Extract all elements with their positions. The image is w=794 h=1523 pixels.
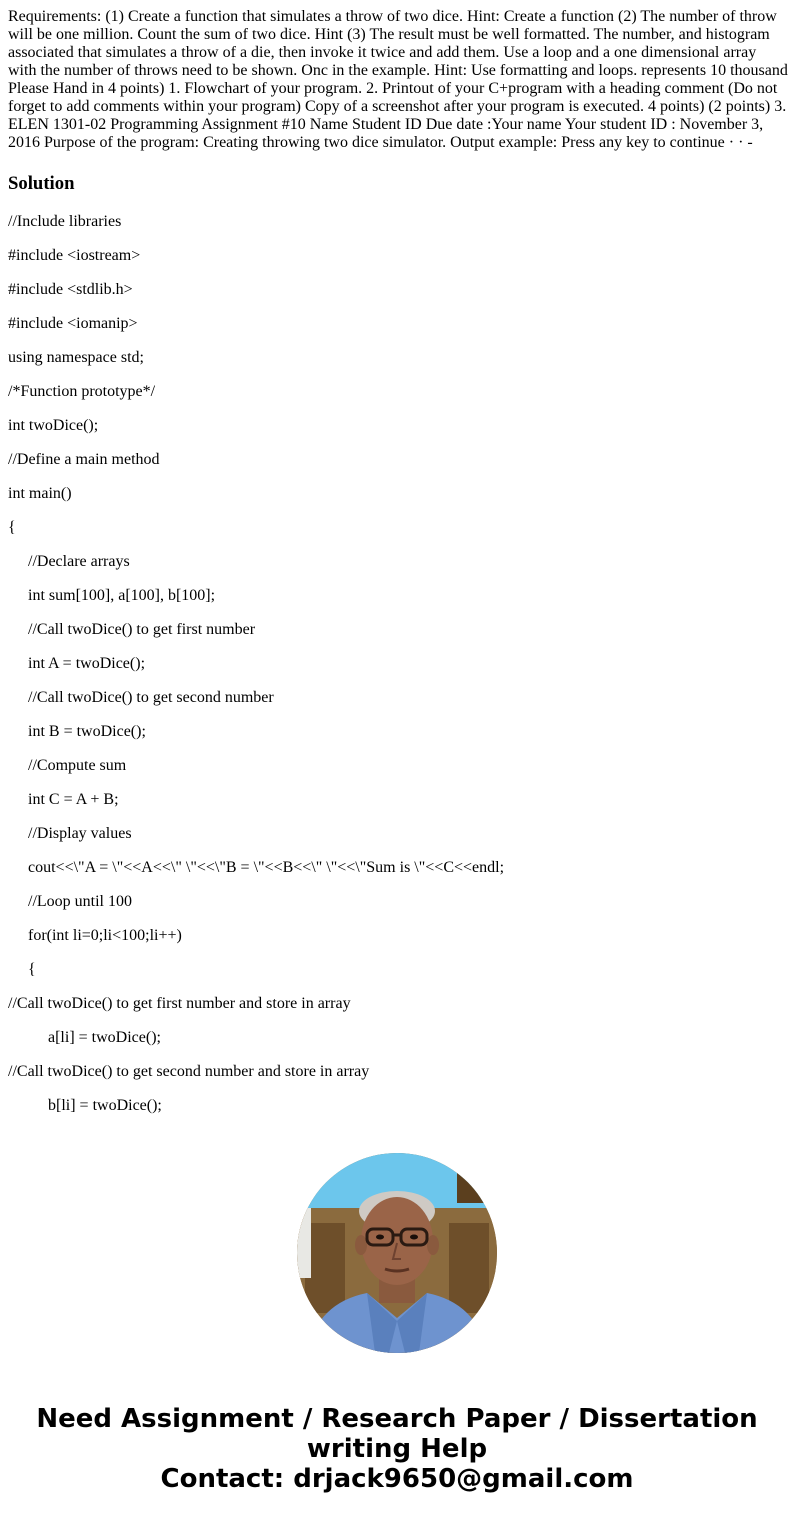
code-line: cout<<\"A = \"<<A<<\" \"<<\"B = \"<<B<<\" \"<<\"Sum is \"<<C<<endl; [28, 859, 505, 876]
document-content [8, 8, 788, 1122]
code-line: #include <iostream> [8, 247, 141, 264]
code-line: { [28, 961, 36, 978]
code-line: a[li] = twoDice(); [48, 1029, 161, 1046]
code-line: //Define a main method [8, 451, 160, 468]
solution-code [8, 213, 788, 1115]
code-line: b[li] = twoDice(); [48, 1097, 162, 1114]
code-line: //Loop until 100 [28, 893, 132, 910]
author-photo [297, 1153, 497, 1353]
cta-contact-line: Contact: drjack9650@gmail.com [160, 1464, 634, 1494]
contact-banner [0, 1404, 794, 1494]
cta-line-1: Need Assignment / Research Paper / Dissertation [36, 1404, 758, 1434]
code-line: for(int li=0;li<100;li++) [28, 927, 182, 944]
code-line: int C = A + B; [28, 791, 119, 808]
code-line: int twoDice(); [8, 417, 99, 434]
code-line: //Display values [28, 825, 132, 842]
code-line: //Declare arrays [28, 553, 130, 570]
code-line: int A = twoDice(); [28, 655, 146, 672]
code-line: //Call twoDice() to get second number and store in array [8, 1063, 370, 1080]
solution-heading: Solution [8, 173, 75, 194]
requirements-paragraph: Requirements: (1) Create a function that simulates a throw of two dice. Hint: Create a function (2) The number of throw will be one million. Count the sum of two dice. Hint (3) The result must be well formatted. The number, and histogram associated that simulates a throw of a die, then invoke it twice and add them. Use a loop and a one dimensional array with the number of throws need to be shown. Onc in the example. Hint: Use formatting and loops. represents 10 thousand Please Hand in 4 points) 1. Flowchart of your program. 2. Printout of your C+program with a heading comment (Do not forget to add comments within your program) Copy of a screenshot after your program is executed. 4 points) (2 points) 3. ELEN 1301-02 Programming Assignment #10 Name Student ID Due date :Your name Your student ID : November 3, 2016 Purpose of the program: Creating throwing two dice simulator. Output example: Press any key to continue · · - [8, 8, 788, 151]
code-line: //Compute sum [28, 757, 127, 774]
code-line: #include <stdlib.h> [8, 281, 133, 298]
code-line: { [8, 519, 16, 536]
code-line: int sum[100], a[100], b[100]; [28, 587, 216, 604]
code-line: int B = twoDice(); [28, 723, 146, 740]
code-line: using namespace std; [8, 349, 144, 366]
code-line: /*Function prototype*/ [8, 383, 156, 400]
code-line: //Call twoDice() to get first number [28, 621, 256, 638]
code-line: //Include libraries [8, 213, 122, 230]
cta-line-2: writing Help [306, 1434, 488, 1464]
code-line: #include <iomanip> [8, 315, 138, 332]
code-line: int main() [8, 485, 72, 502]
author-avatar [297, 1153, 497, 1353]
code-line: //Call twoDice() to get second number [28, 689, 274, 706]
code-line: //Call twoDice() to get first number and store in array [8, 995, 351, 1012]
